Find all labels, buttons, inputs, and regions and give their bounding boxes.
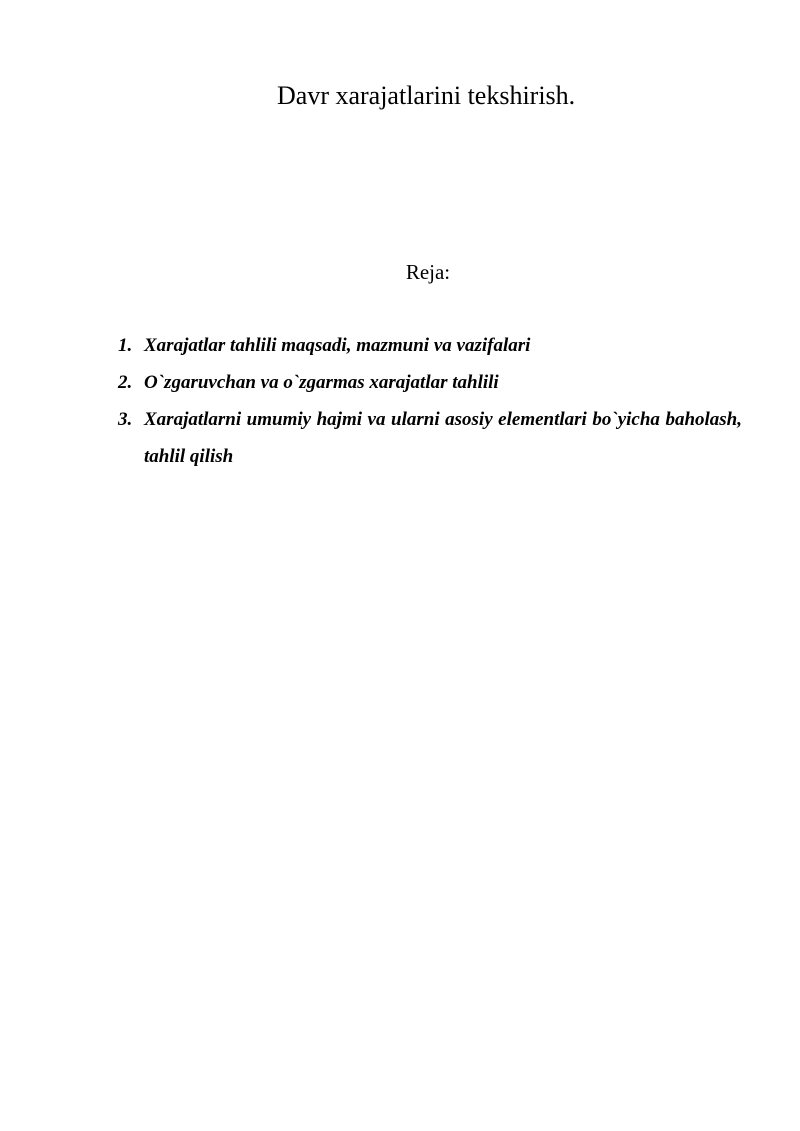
list-item-number: 3. (118, 409, 133, 430)
list-item-number: 1. (118, 335, 133, 356)
list-item-text: Xarajatlar tahlili maqsadi, mazmuni va vazifalari (144, 335, 531, 356)
plan-list (118, 327, 742, 475)
list-item-text: Xarajatlarni umumiy hajmi va ularni asosiy elementlari bo`yicha baholash, tahlil qilish (144, 409, 742, 467)
plan-heading: Reja: (405, 260, 451, 284)
list-item-number: 2. (118, 372, 133, 393)
list-item (118, 401, 742, 475)
list-item (118, 364, 742, 401)
list-item (118, 327, 742, 364)
page-title: Davr xarajatlarini tekshirish. (277, 81, 576, 110)
list-item-text: O`zgaruvchan va o`zgarmas xarajatlar tahlili (144, 372, 499, 393)
